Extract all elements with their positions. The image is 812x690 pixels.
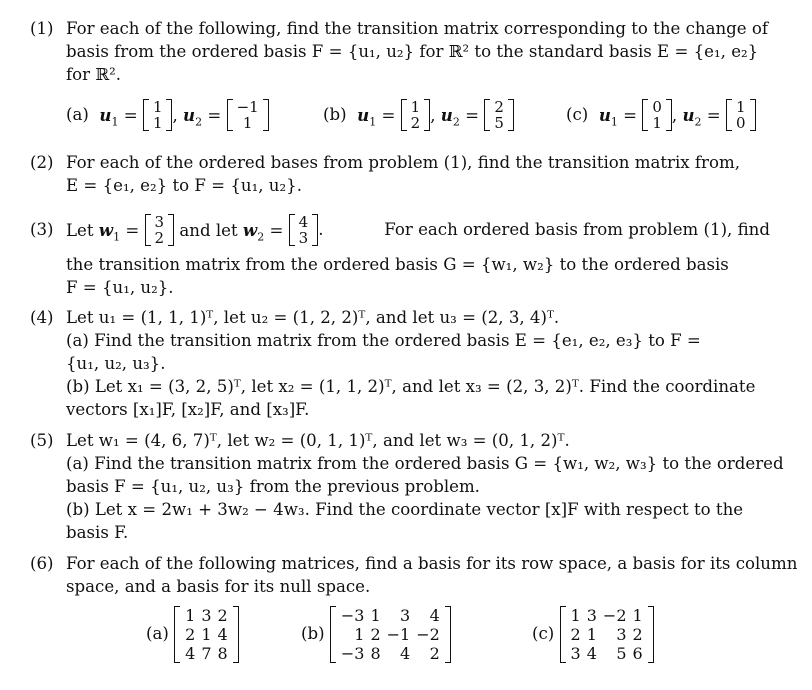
matrix-label: (c): [532, 624, 555, 643]
matrix-c: 1 3 −2 1 2 1 3 2 3 4 5 6: [560, 606, 654, 663]
problem-1-line-3: for ℝ².: [66, 65, 122, 84]
problem-2-line-1: For each of the ordered bases from problem (1), find the transition matrix from,: [66, 153, 740, 172]
problem-6-line-2: space, and a basis for its null space.: [66, 577, 371, 596]
vector-u1: 1 2: [401, 99, 431, 131]
problem-3-line-2: the transition matrix from the ordered basis G = {w₁, w₂} to the ordered basis: [66, 255, 729, 274]
problem-1-part-a: (a) $u_1$ = 1 1 , $u_2$ = −1 1: [66, 93, 269, 137]
problem-5-line-5: basis F.: [66, 523, 129, 542]
problem-1-part-b: (b) $u_1$ = 1 2 , $u_2$ = 2 5: [323, 93, 514, 137]
problem-5-line-4: (b) Let x = 2w₁ + 3w₂ − 4w₃. Find the coordinate vector [x]F with respect to the: [66, 500, 744, 519]
matrix-b: −3 1 3 4 1 2 −1 −2 −3 8 4 2: [330, 606, 451, 663]
matrix-a: 1 3 2 2 1 4 4 7 8: [174, 606, 239, 663]
problem-5-line-1: Let w₁ = (4, 6, 7)ᵀ, let w₂ = (0, 1, 1)ᵀ, and let w₃ = (0, 1, 2)ᵀ.: [66, 431, 570, 450]
problem-3-line-1-tail: For each ordered basis from problem (1), find: [384, 220, 770, 239]
problem-4-line-4: (b) Let x₁ = (3, 2, 5)ᵀ, let x₂ = (1, 1, 2)ᵀ, and let x₃ = (2, 3, 2)ᵀ. Find the coordinate: [66, 377, 756, 396]
problem-2-line-2: E = {e₁, e₂} to F = {u₁, u₂}.: [66, 176, 302, 195]
problem-1-part-c: (c) $u_1$ = 0 1 , $u_2$ = 1 0: [566, 93, 756, 137]
problem-2-number: (2): [30, 153, 54, 172]
problem-1-line-1: For each of the following, find the transition matrix corresponding to the change of: [66, 19, 769, 38]
vector-u2: −1 1: [227, 99, 269, 131]
vector-w1: 3 2: [145, 214, 175, 246]
matrix-label: (a): [146, 624, 169, 643]
vector-u1: 0 1: [642, 99, 672, 131]
vector-u2: 1 0: [726, 99, 756, 131]
problem-4-number: (4): [30, 308, 54, 327]
problem-4-line-5: vectors [x₁]F, [x₂]F, and [x₃]F.: [66, 400, 310, 419]
part-label: (a): [66, 105, 89, 124]
problem-6-number: (6): [30, 554, 54, 573]
problem-5-line-2: (a) Find the transition matrix from the ordered basis G = {w₁, w₂, w₃} to the ordered: [66, 454, 784, 473]
problem-6-matrix-b: [301, 600, 451, 668]
matrix-label: (b): [301, 624, 325, 643]
problem-1-line-2: basis from the ordered basis F = {u₁, u₂} for ℝ² to the standard basis E = {e₁, e₂}: [66, 42, 759, 61]
problem-1-number: (1): [30, 19, 54, 38]
part-label: (b): [323, 105, 347, 124]
problem-3-line-3: F = {u₁, u₂}.: [66, 278, 174, 297]
problem-6-matrix-a: [146, 600, 239, 668]
vector-u2: 2 5: [484, 99, 514, 131]
problem-5-number: (5): [30, 431, 54, 450]
part-label: (c): [566, 105, 589, 124]
problem-3-number: (3): [30, 220, 54, 239]
problem-5-line-3: basis F = {u₁, u₂, u₃} from the previous problem.: [66, 477, 480, 496]
problem-4-line-3: {u₁, u₂, u₃}.: [66, 354, 166, 373]
vector-w2: 4 3: [289, 214, 319, 246]
vector-u1: 1 1: [143, 99, 173, 131]
problem-4-line-2: (a) Find the transition matrix from the ordered basis E = {e₁, e₂, e₃} to F =: [66, 331, 701, 350]
problem-3-line-1: Let $w_1$ = 3 2 and let $w_2$ = 4 3 . For each ordered basis from problem (1), find: [66, 213, 770, 247]
problem-6-line-1: For each of the following matrices, find a basis for its row space, a basis for its column: [66, 554, 798, 573]
problem-4-line-1: Let u₁ = (1, 1, 1)ᵀ, let u₂ = (1, 2, 2)ᵀ, and let u₃ = (2, 3, 4)ᵀ.: [66, 308, 560, 327]
problem-6-matrix-c: [532, 600, 654, 668]
